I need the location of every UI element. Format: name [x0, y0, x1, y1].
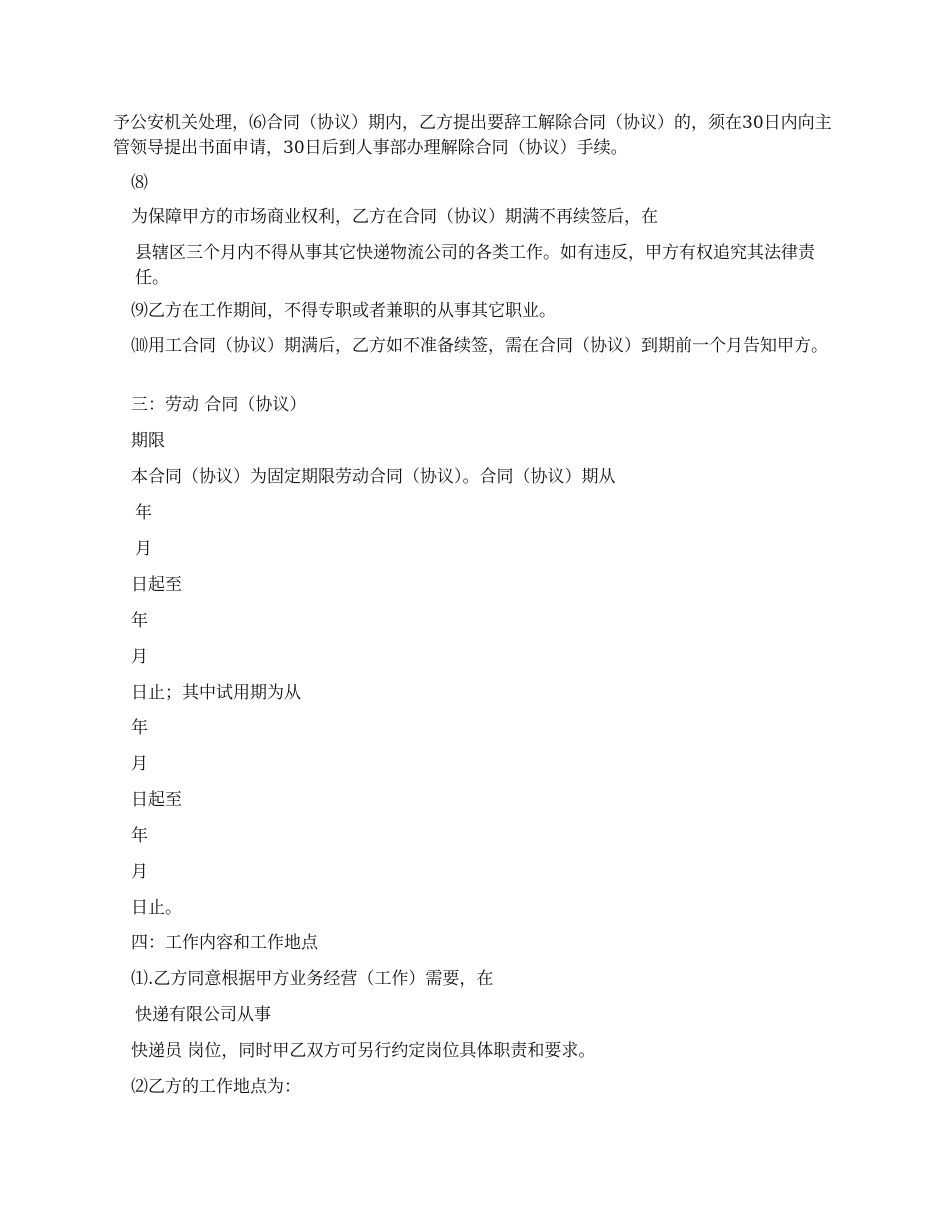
date-day-end: 日止。	[131, 898, 182, 918]
paragraph-non-compete: 为保障甲方的市场商业权利，乙方在合同（协议）期满不再续签后，在	[131, 207, 658, 227]
clause-10: ⑽用工合同（协议）期满后，乙方如不准备续签，需在合同（协议）到期前一个月告知甲方。	[131, 336, 828, 356]
clause-8-marker: ⑻	[131, 173, 148, 193]
contract-term-statement: 本合同（协议）为固定期限劳动合同（协议）。合同（协议）期从	[131, 467, 616, 487]
date-year-field: 年	[131, 718, 148, 738]
date-day-start: 日起至	[131, 575, 182, 595]
company-name-line: 快递有限公司从事	[135, 1005, 271, 1025]
paragraph-termination-notice: 予公安机关处理，⑹合同（协议）期内，乙方提出要辞工解除合同（协议）的，须在30日内向主管领导提出书面申请，30日后到人事部办理解除合同（协议）手续。	[113, 113, 832, 158]
date-month-field: 月	[131, 647, 148, 667]
section-4-heading: 四：工作内容和工作地点	[131, 933, 318, 953]
clause-9: ⑼乙方在工作期间，不得专职或者兼职的从事其它职业。	[131, 301, 556, 321]
date-year-field: 年	[131, 826, 148, 846]
section-3-heading: 三：劳动 合同（协议）	[131, 395, 307, 415]
clause-4-2: ⑵乙方的工作地点为：	[131, 1077, 301, 1097]
date-month-field: 月	[135, 539, 152, 559]
paragraph-county-restriction: 县辖区三个月内不得从事其它快递物流公司的各类工作。如有违反，甲方有权追究其法律责任。	[135, 243, 815, 288]
probation-statement: 日止；其中试用期为从	[131, 683, 301, 703]
date-day-start: 日起至	[131, 790, 182, 810]
date-year-field: 年	[131, 611, 148, 631]
clause-4-1: ⑴.乙方同意根据甲方业务经营（工作）需要，在	[131, 969, 494, 989]
date-year-field: 年	[135, 503, 152, 523]
position-statement: 快递员 岗位，同时甲乙双方可另行约定岗位具体职责和要求。	[131, 1041, 596, 1061]
date-month-field: 月	[131, 862, 148, 882]
date-month-field: 月	[131, 754, 148, 774]
section-3-subheading: 期限	[131, 431, 165, 451]
